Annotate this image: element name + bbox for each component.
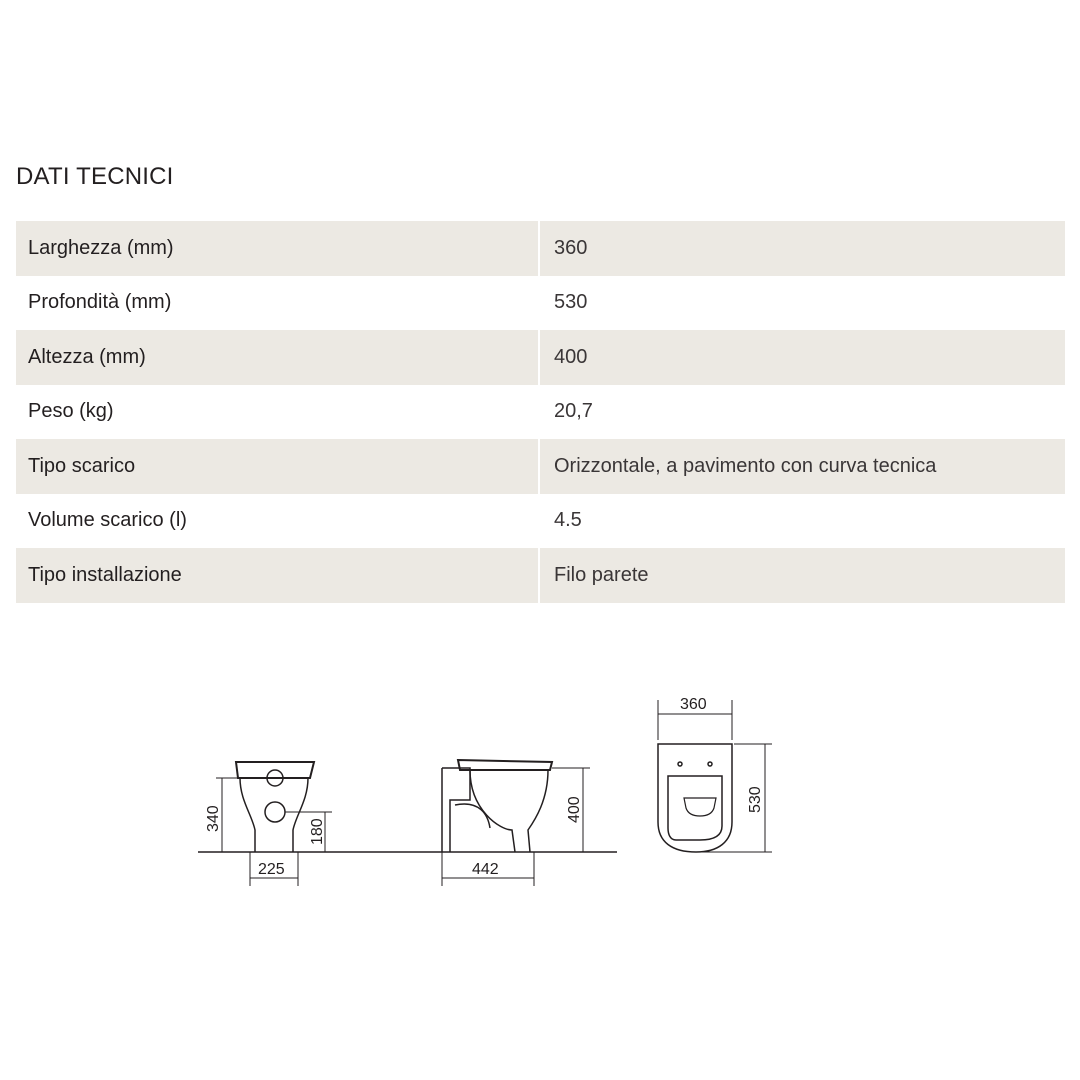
spec-label: Peso (kg) bbox=[28, 400, 114, 423]
spec-label: Volume scarico (l) bbox=[28, 509, 187, 532]
spec-value: 530 bbox=[539, 276, 1065, 331]
dim-side-depth: 442 bbox=[472, 861, 499, 878]
spec-row bbox=[16, 439, 1065, 494]
spec-row bbox=[16, 221, 1065, 276]
side-view bbox=[442, 760, 590, 886]
spec-table bbox=[16, 221, 1065, 603]
section-title: DATI TECNICI bbox=[16, 163, 174, 190]
spec-label: Larghezza (mm) bbox=[16, 221, 539, 276]
spec-value: Filo parete bbox=[539, 548, 1065, 603]
dim-front-width: 225 bbox=[258, 861, 285, 878]
spec-row bbox=[16, 494, 1065, 549]
spec-value: Orizzontale, a pavimento con curva tecnica bbox=[539, 439, 1065, 494]
dim-top-depth: 530 bbox=[747, 786, 764, 813]
spec-value: 360 bbox=[539, 221, 1065, 276]
spec-value: 400 bbox=[539, 330, 1065, 385]
dim-front-outlet: 180 bbox=[309, 818, 326, 845]
spec-value: 4.5 bbox=[539, 494, 1065, 549]
spec-label: Tipo scarico bbox=[16, 439, 539, 494]
spec-label: Profondità (mm) bbox=[28, 291, 172, 314]
spec-value: 20,7 bbox=[539, 385, 1065, 440]
dim-front-height: 340 bbox=[205, 805, 222, 832]
front-view bbox=[205, 762, 332, 886]
spec-label: Tipo installazione bbox=[16, 548, 539, 603]
dim-side-height: 400 bbox=[566, 796, 583, 823]
spec-row bbox=[16, 330, 1065, 385]
technical-drawing bbox=[195, 690, 795, 900]
top-view bbox=[658, 696, 772, 852]
spec-row bbox=[16, 276, 1065, 331]
spec-row bbox=[16, 385, 1065, 440]
spec-label: Altezza (mm) bbox=[16, 330, 539, 385]
dim-top-width: 360 bbox=[680, 696, 707, 713]
spec-row bbox=[16, 548, 1065, 603]
